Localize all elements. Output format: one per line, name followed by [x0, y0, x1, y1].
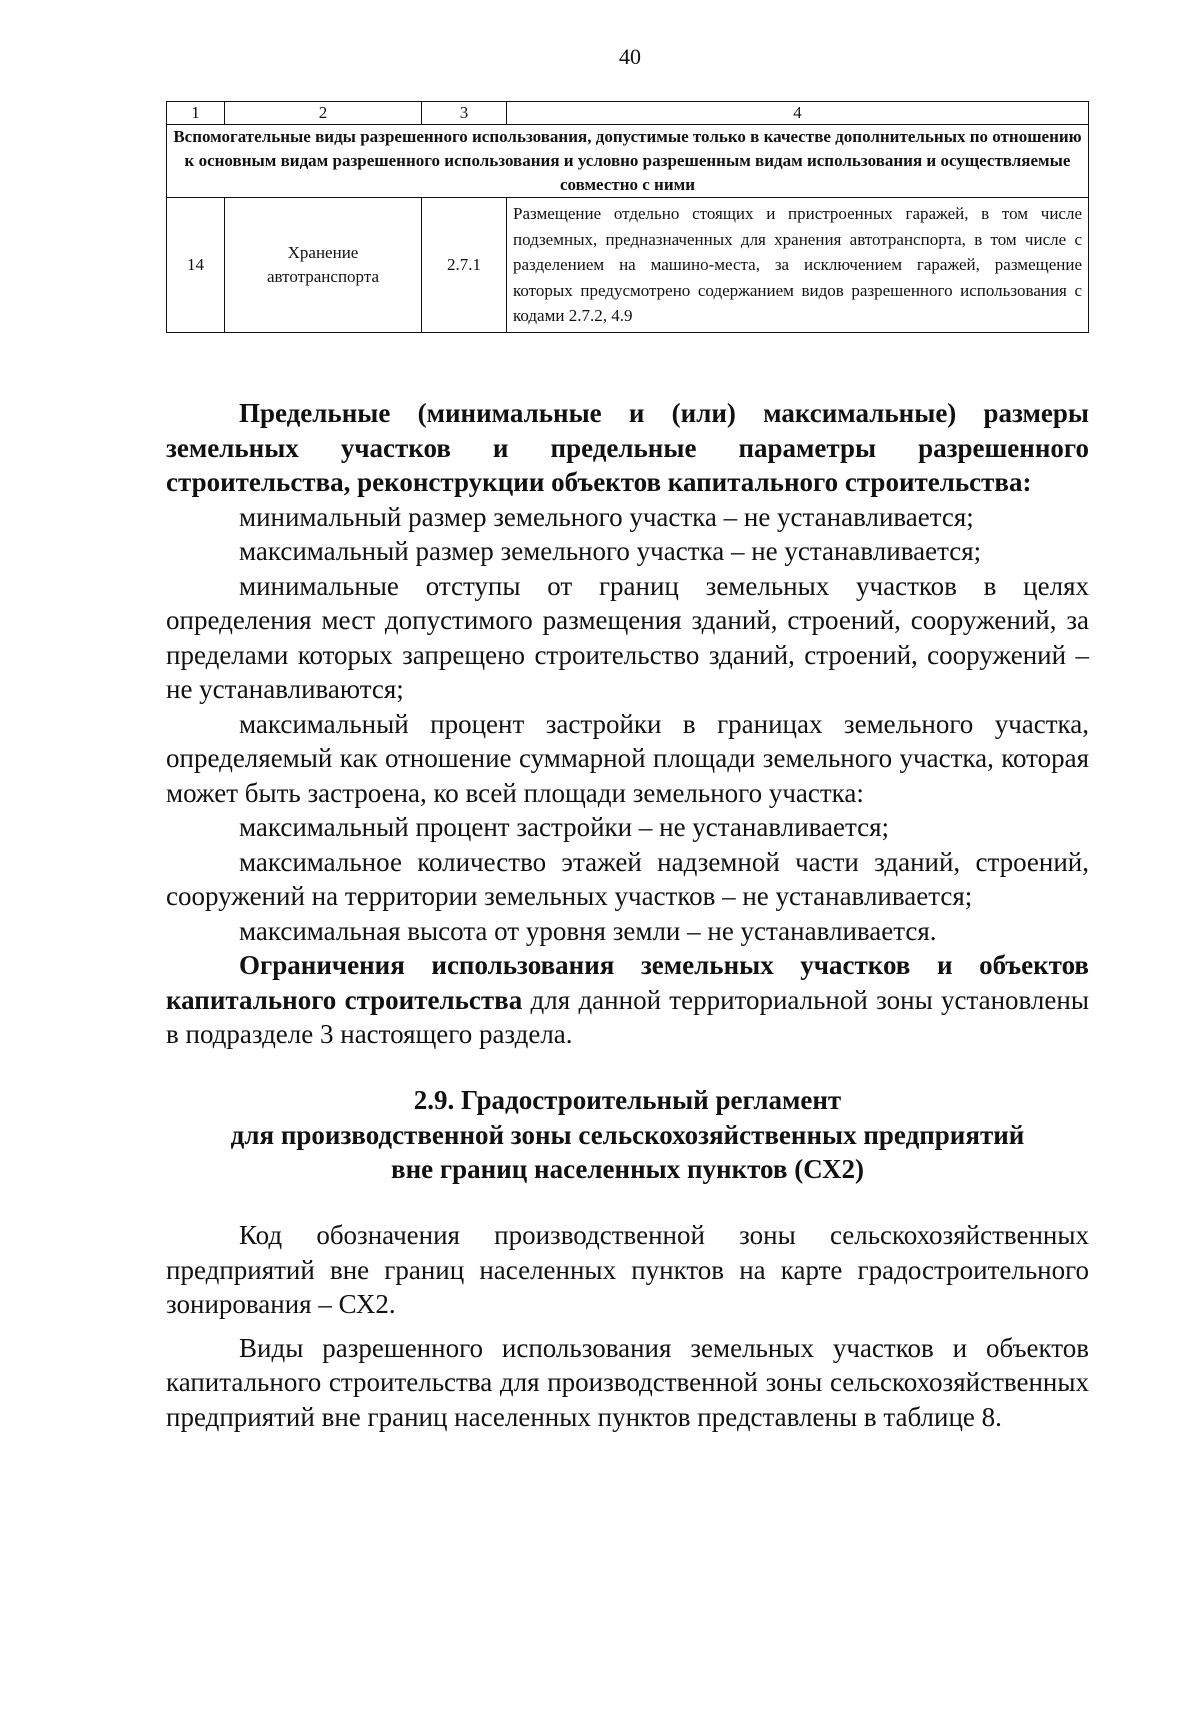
section-title-line: для производственной зоны сельскохозяйственных предприятий: [230, 1119, 1025, 1150]
limits-item: максимальный процент застройки в границах земельного участка, определяемый как отношение суммарной площади земельного участка, которая может быть застроена, ко всей площади земельного участка:: [166, 708, 1089, 808]
column-header: 4: [507, 102, 1089, 125]
limits-item: минимальный размер земельного участка – не устанавливается;: [239, 501, 974, 532]
section-body: [166, 1218, 1089, 1434]
limits-block: [166, 396, 1089, 1052]
section-heading: [166, 1083, 1089, 1187]
row-number-cell: 14: [167, 198, 225, 333]
permitted-use-table: [166, 101, 1089, 333]
limits-item: максимальное количество этажей надземной части зданий, строений, сооружений на территории земельных участков – не устанавливается;: [166, 846, 1089, 911]
table-row: [167, 198, 1089, 333]
use-code-cell: 2.7.1: [422, 198, 507, 333]
use-description-cell: Размещение отдельно стоящих и пристроенных гаражей, в том числе подземных, предназначенных для хранения автотранспорта, в том числе с разделением на машино-места, за исключением гаражей, размещение которых предусмотрено содержанием видов разрешенного использования с кодами 2.7.2, 4.9: [507, 198, 1089, 333]
zone-code-paragraph: Код обозначения производственной зоны сельскохозяйственных предприятий вне границ населенных пунктов на карте градостроительного зонирования – СХ2.: [166, 1220, 1089, 1319]
section-title-line: вне границ населенных пунктов (СХ2): [390, 1154, 864, 1184]
use-name-cell: Хранение автотранспорта: [225, 198, 422, 333]
page-number: 40: [619, 44, 641, 69]
column-header: 3: [422, 102, 507, 125]
limits-heading: Предельные (минимальные и (или) максимальные) размеры земельных участков и предельные параметры разрешенного строительства, реконструкции объектов капитального строительства:: [166, 398, 1089, 497]
limits-item: максимальный процент застройки – не устанавливается;: [239, 812, 890, 842]
section-title-cell: Вспомогательные виды разрешенного использования, допустимые только в качестве дополнительных по отношению к основным видам разрешенного использования и условно разрешенным видам использования и осуществляемые совместно с ними: [167, 125, 1089, 198]
column-header: 1: [167, 102, 225, 125]
limits-item: максимальная высота от уровня земли – не устанавливается.: [239, 915, 937, 946]
restrictions-paragraph: [166, 948, 1089, 1052]
table-header-row: [167, 102, 1089, 125]
limits-item: максимальный размер земельного участка – не устанавливается;: [239, 536, 982, 566]
permitted-uses-paragraph: Виды разрешенного использования земельных участков и объектов капитального строительства для производственной зоны сельскохозяйственных предприятий вне границ населенных пунктов представлены в таблице 8.: [166, 1332, 1089, 1432]
restrictions-text: для данной территориальной зоны установлены в подразделе 3 настоящего раздела.: [166, 984, 1089, 1049]
section-title-line: 2.9. Градостроительный регламент: [413, 1085, 842, 1115]
limits-item: минимальные отступы от границ земельных участков в целях определения мест допустимого размещения зданий, строений, сооружений, за пределами которых запрещено строительство зданий, строений, сооружений – не устанавливаются;: [166, 570, 1089, 704]
restrictions-bold-text: Ограничения использования земельных участков и объектов капитального строительства: [166, 950, 1089, 1015]
column-header: 2: [225, 102, 422, 125]
table-section-row: [167, 125, 1089, 198]
